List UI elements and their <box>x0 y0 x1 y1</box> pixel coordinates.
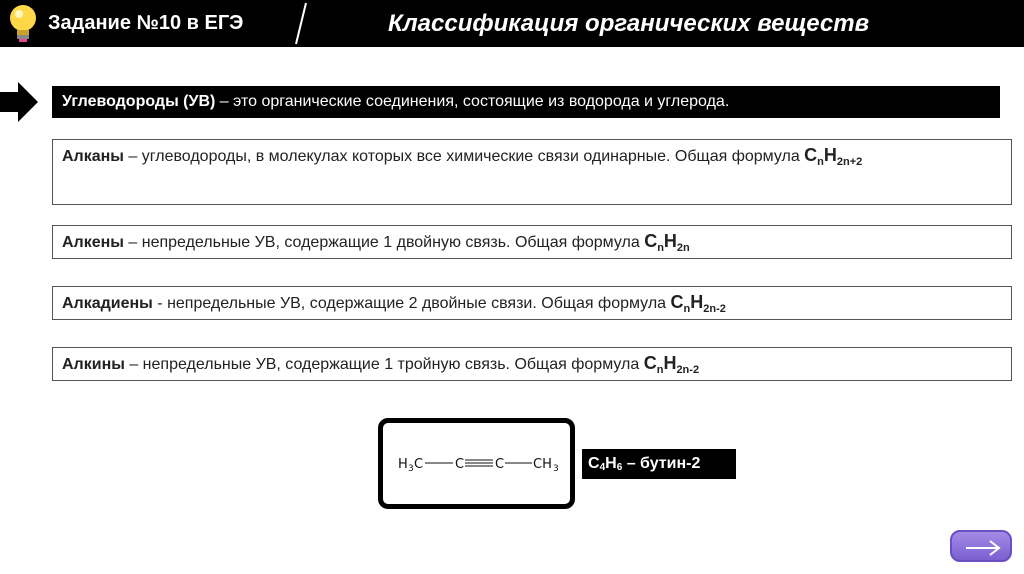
svg-text:C: C <box>495 457 505 472</box>
butyne-name-label: $C_4H_6$ – бутин-2 <box>582 449 736 479</box>
svg-text:3: 3 <box>408 464 414 474</box>
alkynes-box <box>52 347 1012 381</box>
definition-bar <box>52 86 1000 118</box>
page-title: Классификация органических веществ <box>388 10 870 37</box>
class-text: – непредельные УВ, содержащие 1 тройную связь. Общая формула <box>124 356 644 373</box>
class-text: – углеводороды, в молекулах которых все химические связи одинарные. Общая формула <box>123 148 805 165</box>
next-button[interactable] <box>950 530 1012 562</box>
divider-slash <box>294 2 308 45</box>
next-arrow-icon <box>964 539 1002 557</box>
structural-formula <box>378 418 575 509</box>
class-term: Алканы <box>62 148 124 165</box>
general-formula: $C_nH_{2n-2}$ <box>670 292 726 315</box>
alkanes-box <box>52 139 1012 205</box>
butyne-structure <box>383 423 570 504</box>
definition-text: – это органические соединения, состоящие из водорода и углерода. <box>215 93 730 110</box>
general-formula: $C_nH_{2n+2}$ <box>804 145 863 168</box>
alkenes-box <box>52 225 1012 259</box>
general-formula: $C_nH_{2n}$ <box>644 231 690 254</box>
arrow-right-icon <box>0 82 38 122</box>
svg-text:C: C <box>455 457 465 472</box>
svg-text:3: 3 <box>553 464 559 474</box>
class-text: – непредельные УВ, содержащие 1 двойную связь. Общая формула <box>123 234 645 251</box>
task-label: Задание №10 в ЕГЭ <box>48 12 244 34</box>
definition-term: Углеводороды (УВ) <box>62 93 216 110</box>
header-bar <box>0 0 1024 47</box>
alkadienes-box <box>52 286 1012 320</box>
svg-text:CH: CH <box>533 457 552 472</box>
svg-text:C: C <box>414 457 424 472</box>
class-text: - непредельные УВ, содержащие 2 двойные связи. Общая формула <box>152 295 671 312</box>
general-formula: $C_nH_{2n-2}$ <box>643 353 700 376</box>
class-term: Алкадиены <box>62 295 153 312</box>
lightbulb-icon <box>6 3 40 45</box>
class-term: Алкины <box>62 356 125 373</box>
class-term: Алкены <box>62 234 124 251</box>
svg-text:H: H <box>398 457 408 472</box>
